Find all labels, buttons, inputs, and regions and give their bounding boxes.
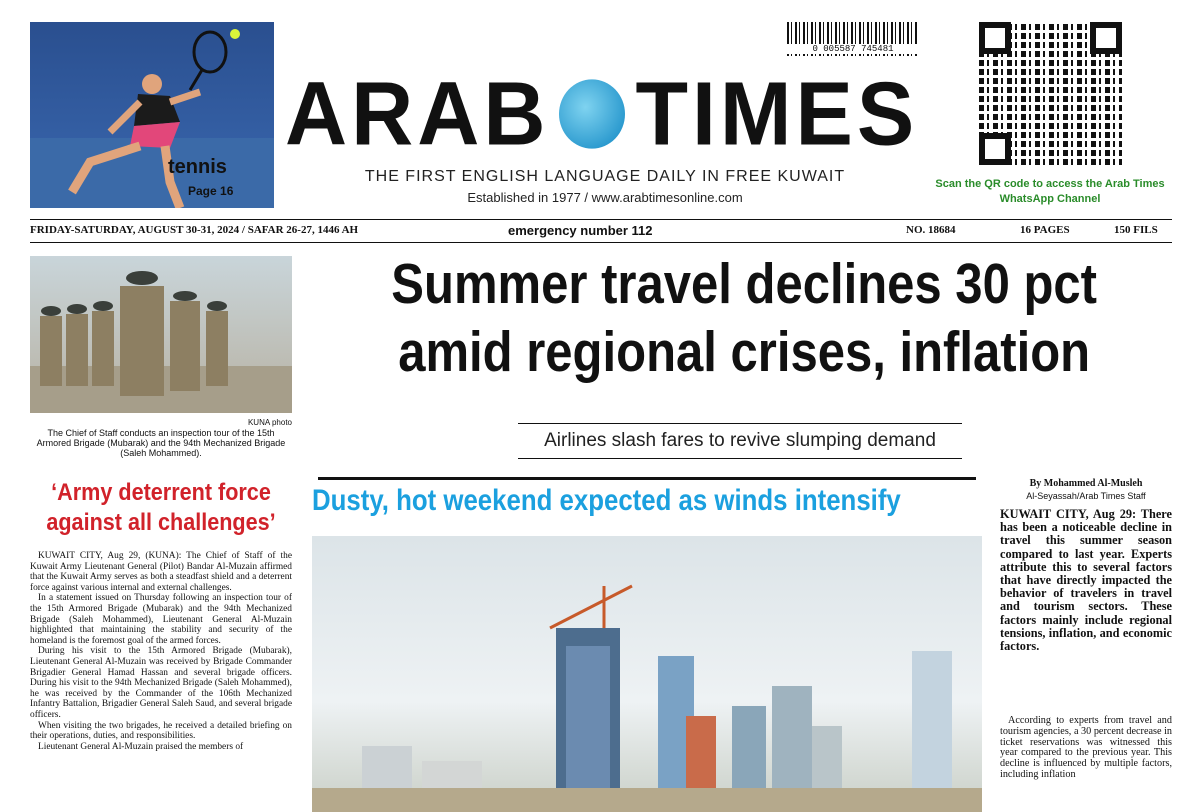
paragraph: In a statement issued on Thursday following an inspection tour of the 15th Armored Brigade (Mubarak) and the 94th Mechanized Brigade (Saleh Mohammed), Lieutenant General Al-Muzain highlighted that maintaining the stability and security of the homeland is the foremost goal of the armed forces. [30,593,292,646]
paragraph: KUWAIT CITY, Aug 29, (KUNA): The Chief of Staff of the Kuwait Army Lieutenant General (Pilot) Bandar Al-Muzain affirmed that the Kuwait Army serves as both a steadfast shield and a deterrent force against various internal and external challenges. [30,551,292,593]
issue-number: NO. 18684 [906,224,956,236]
qr-code[interactable] [979,22,1122,165]
headline-line-1: Summer travel declines 30 pct [391,252,1097,316]
army-story-headline[interactable]: ‘Army deterrent force against all challenges’ [46,479,276,536]
qr-finder-icon [979,22,1011,54]
main-story-body [1000,716,1172,781]
globe-icon [559,79,625,148]
issue-date: FRIDAY-SATURDAY, AUGUST 30-31, 2024 / SAFAR 26-27, 1446 AH [30,224,359,236]
main-subhead: Airlines slash fares to revive slumping demand [518,423,962,459]
army-photo[interactable] [30,256,292,413]
masthead-established: Established in 1977 / www.arabtimesonline.com [467,190,743,205]
paragraph: During his visit to the 15th Armored Brigade (Mubarak), Lieutenant General Al-Muzain was received by Brigade Commander Brigadier General Hamad Hassan and several brigade officers. During his visit to the 94th Mechanized Brigade (Saleh Mohammed), he was received by the Commander of the 106th Mechanized Infantry Battalion, Brigadier General Saleh Saud, and several brigade officers. [30,646,292,720]
photo-credit: KUNA photo [247,418,292,427]
main-headline[interactable] [312,250,1176,386]
photo-caption: The Chief of Staff conducts an inspection tour of the 15th Armored Brigade (Mubarak) and the 94th Mechanized Brigade (Saleh Mohammed). [36,428,286,458]
army-story-body [30,551,292,752]
date-bar [30,219,1172,243]
soldiers-illustration [30,256,292,413]
weather-headline[interactable]: Dusty, hot weekend expected as winds intensify [312,484,901,517]
byline-organization: Al-Seyassah/Arab Times Staff [1026,491,1146,501]
divider [318,477,976,480]
promo-page: Page 16 [188,184,234,198]
logo-word-right: TIMES [635,63,919,165]
qr-instruction: Scan the QR code to access the Arab Times WhatsApp Channel [935,178,1165,205]
main-story-lead: KUWAIT CITY, Aug 29: There has been a noticeable decline in travel this summer season compared to last year. Experts attribute this to several factors that have directly impacted the behavior of travelers in travel and tourism sectors. These factors mainly include regional tensions, inflation, and economic factors. [1000,507,1172,654]
kuwait-city-photo[interactable] [312,536,982,812]
logo-word-left: ARAB [285,63,550,165]
emergency-number: emergency number 112 [508,223,653,238]
paragraph: Lieutenant General Al-Muzain praised the members of [38,741,244,752]
barcode-number: 0 005587 745481 [787,44,919,54]
tennis-player-illustration [30,22,274,208]
paragraph: When visiting the two brigades, he received a detailed briefing on their operations, duties, and responsibilities. [30,720,292,742]
price: 150 FILS [1114,224,1158,236]
arab-times-logo[interactable] [285,64,925,165]
headline-line-2: amid regional crises, inflation [398,320,1091,384]
qr-finder-icon [979,133,1011,165]
skyline-illustration [312,536,982,812]
byline: By Mohammed Al-Musleh [1029,478,1143,489]
page-count: 16 PAGES [1020,224,1070,236]
tennis-promo-photo[interactable] [30,22,274,208]
masthead-tagline: THE FIRST ENGLISH LANGUAGE DAILY IN FREE KUWAIT [364,168,846,185]
paragraph: According to experts from travel and tourism agencies, a 30 percent decrease in ticket reservations was witnessed this year compared to the previous year. This decline is influenced by multiple factors, including inflation [1000,715,1172,780]
qr-finder-icon [1090,22,1122,54]
promo-title: tennis [168,156,227,178]
